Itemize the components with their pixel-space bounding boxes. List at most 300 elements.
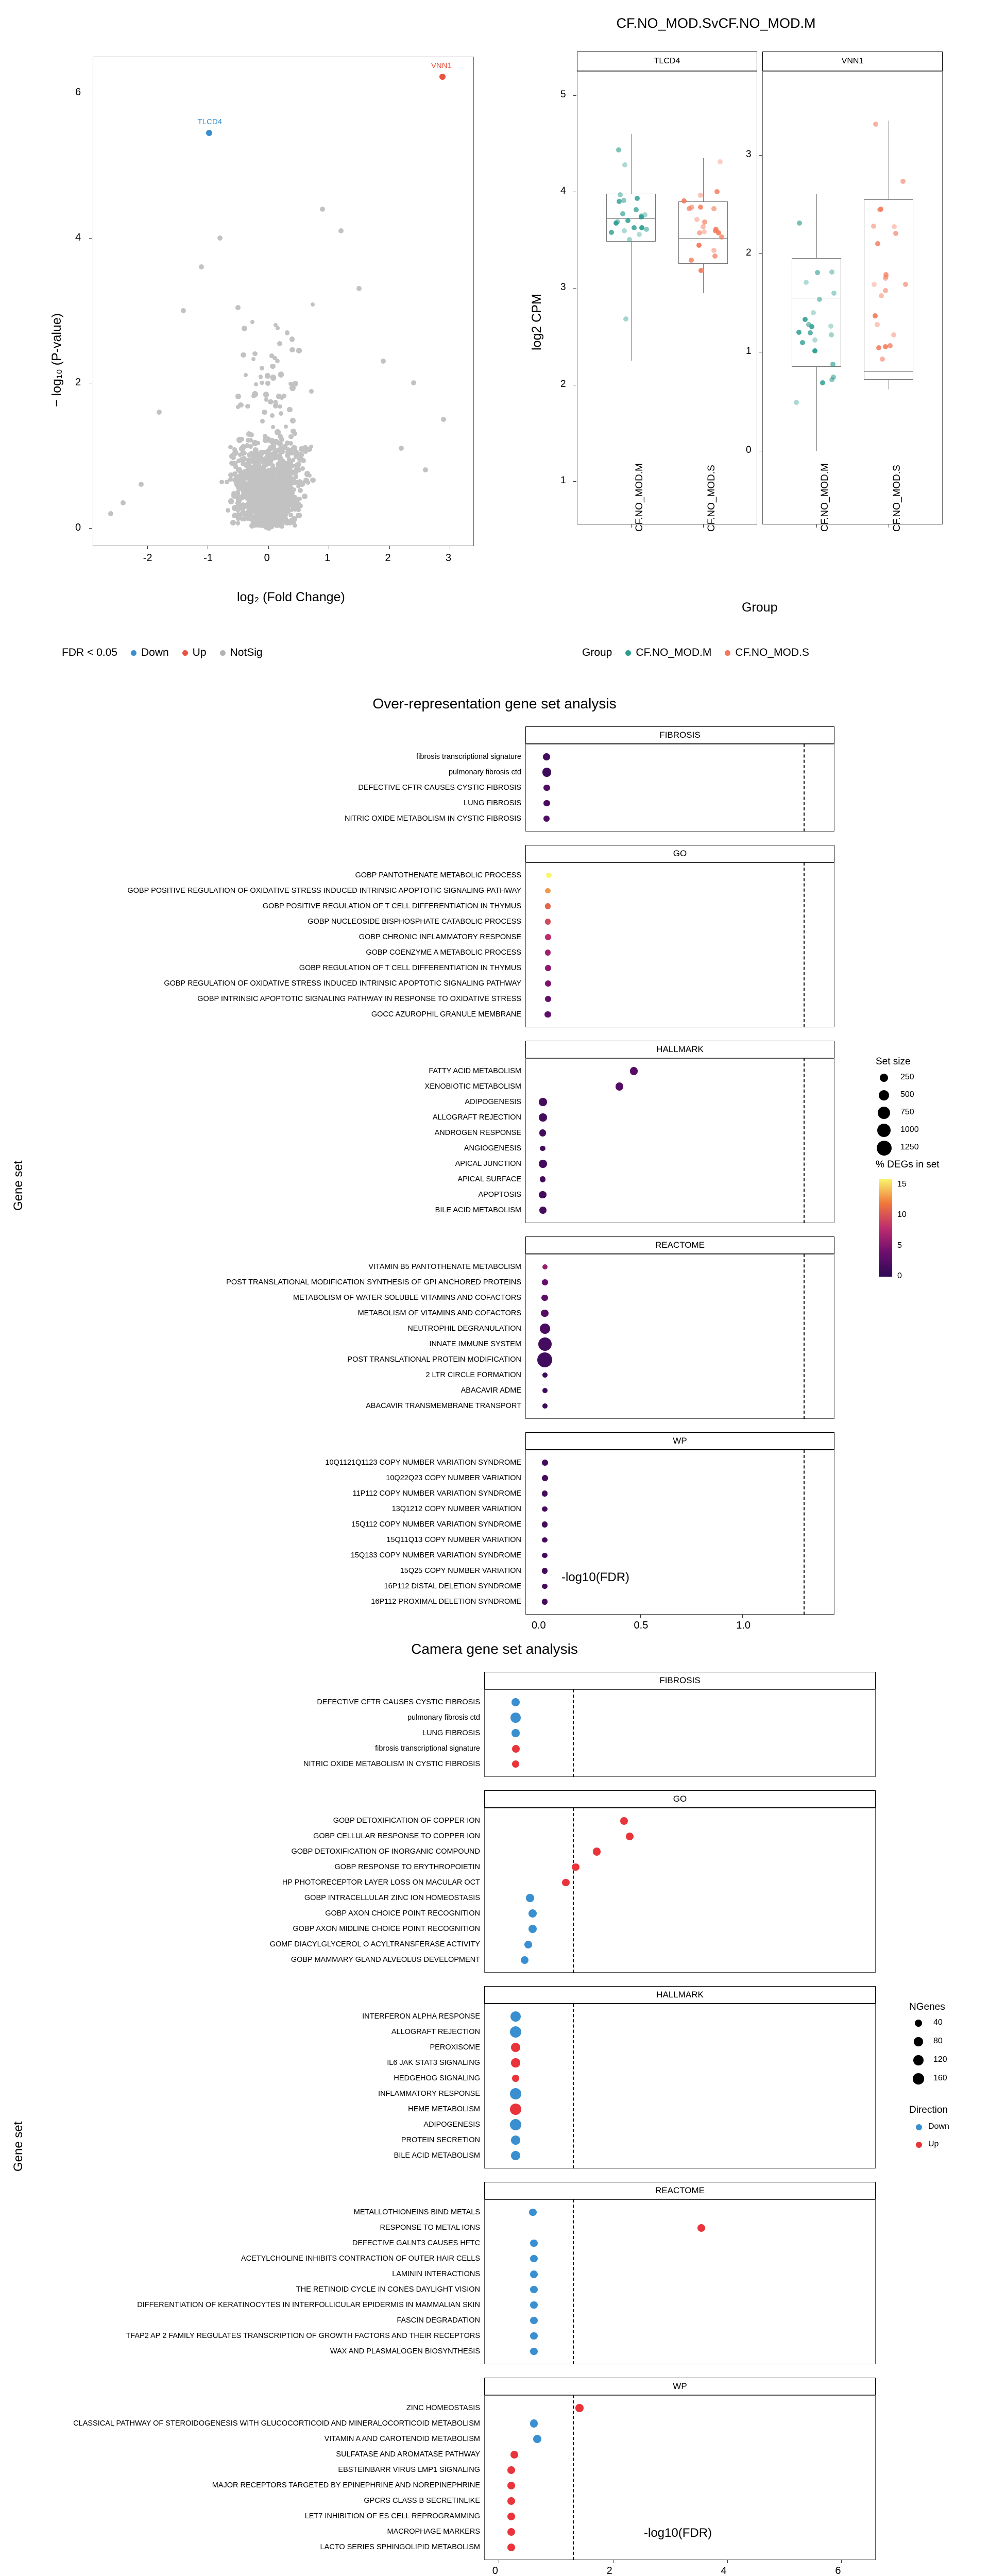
volcano-xtick-label: -1 (203, 552, 213, 564)
tlcd4-xtick-label: CF.NO_MOD.M (634, 463, 645, 532)
facet-strip-wp: WP (525, 1432, 834, 1450)
legend-label-group-s: CF.NO_MOD.S (735, 647, 809, 658)
gene-set-label: INNATE IMMUNE SYSTEM (429, 1340, 521, 1348)
color-legend-tick-label: 10 (897, 1210, 907, 1219)
dotplot-point (510, 2026, 521, 2038)
dotplot-point (542, 1388, 548, 1393)
volcano-point (281, 507, 285, 511)
camera-figure (0, 1641, 989, 2576)
gene-set-label: FATTY ACID METABOLISM (429, 1067, 521, 1075)
volcano-point (411, 380, 416, 385)
gene-set-label: LAMININ INTERACTIONS (392, 2270, 480, 2278)
volcano-point (252, 464, 257, 468)
gene-set-label: GOBP INTRACELLULAR ZINC ION HOMEOSTASIS (304, 1894, 480, 1902)
gene-set-label: INFLAMMATORY RESPONSE (378, 2090, 480, 2098)
volcano-point (239, 446, 245, 452)
gene-set-label: APICAL SURFACE (457, 1175, 521, 1183)
vnn1-point (817, 297, 822, 302)
volcano-point (245, 492, 251, 498)
volcano-xtick-label: 2 (385, 552, 391, 564)
dotplot-point (537, 1352, 552, 1367)
ngenes-legend-dot (914, 2037, 923, 2046)
gene-set-label: GOBP DETOXIFICATION OF COPPER ION (333, 1817, 480, 1825)
volcano-point (338, 228, 344, 233)
expression-boxplots (515, 41, 979, 615)
dotplot-point (539, 1207, 547, 1214)
size-legend-dot (877, 1141, 892, 1156)
significance-threshold-line (573, 2395, 574, 2560)
gene-set-label: LUNG FIBROSIS (464, 799, 521, 807)
legend-dot-group-s (725, 650, 730, 656)
volcano-point (278, 371, 284, 377)
gene-set-label: VITAMIN A AND CAROTENOID METABOLISM (324, 2435, 480, 2443)
volcano-point (278, 404, 282, 409)
dotplot-point (542, 1460, 548, 1466)
vnn1-xtick-label: CF.NO_MOD.S (892, 465, 902, 532)
ngenes-legend-label: 160 (933, 2074, 947, 2082)
volcano-point (270, 466, 276, 471)
dotplot-point (616, 1082, 623, 1090)
gene-set-label: HP PHOTORECEPTOR LAYER LOSS ON MACULAR OCT (282, 1878, 480, 1887)
gene-set-label: THE RETINOID CYCLE IN CONES DAYLIGHT VISION (296, 2285, 480, 2294)
tlcd4-point (616, 147, 621, 152)
xtick (640, 1615, 641, 1618)
volcano-ytick (89, 528, 92, 529)
dotplot-point (545, 903, 551, 909)
gene-set-label: LACTO SERIES SPHINGOLIPID METABOLISM (320, 2543, 480, 2551)
gene-set-label: TFAP2 AP 2 FAMILY REGULATES TRANSCRIPTION OF GROWTH FACTORS AND THEIR RECEPTORS (126, 2332, 480, 2340)
volcano-point (277, 483, 283, 489)
significance-threshold-line (804, 862, 805, 1027)
color-legend-title: % DEGs in set (876, 1159, 940, 1170)
tlcd4-ytick-label: 2 (560, 378, 566, 389)
boxplot-legend-title: Group (582, 647, 612, 658)
volcano-xtick-label: 0 (264, 552, 270, 564)
dotplot-point (538, 1337, 552, 1351)
dotplot-point (543, 800, 550, 807)
gene-set-label: MAJOR RECEPTORS TARGETED BY EPINEPHRINE AND NOREPINEPHRINE (212, 2481, 480, 2489)
volcano-point (219, 480, 224, 484)
direction-legend-label: Up (928, 2140, 939, 2148)
significance-threshold-line (804, 744, 805, 832)
volcano-point (271, 471, 276, 476)
top-figure-title: CF.NO_MOD.SvCF.NO_MOD.M (616, 15, 816, 31)
tlcd4-xtick (631, 524, 632, 528)
size-legend-title: Set size (876, 1056, 911, 1067)
volcano-point (274, 400, 278, 404)
dotplot-point (530, 2286, 538, 2294)
vnn1-point (879, 293, 884, 298)
volcano-point (231, 493, 236, 498)
vnn1-point (873, 122, 878, 127)
tlcd4-axes (577, 71, 757, 524)
volcano-ytick-label: 0 (75, 521, 81, 533)
volcano-point (298, 488, 303, 493)
direction-legend-dot (916, 2124, 922, 2130)
dotplot-point (626, 1833, 634, 1840)
ora-ylabel: Gene set (11, 1160, 25, 1211)
vnn1-point (876, 345, 881, 350)
volcano-point (301, 458, 306, 463)
size-legend-dot (878, 1107, 890, 1119)
dotplot-point (540, 1324, 550, 1334)
volcano-point (250, 458, 255, 464)
gene-set-label: ZINC HOMEOSTASIS (406, 2404, 480, 2412)
size-legend-label: 750 (900, 1108, 914, 1116)
legend-dot-notsig (220, 650, 226, 656)
gene-set-label: VITAMIN B5 PANTOTHENATE METABOLISM (368, 1263, 521, 1271)
panel-axes-wp (525, 1450, 834, 1615)
gene-set-label: IL6 JAK STAT3 SIGNALING (387, 2059, 480, 2067)
volcano-point (289, 385, 296, 391)
tlcd4-median (606, 218, 656, 219)
volcano-point (290, 418, 296, 423)
camera-title: Camera gene set analysis (411, 1641, 578, 1657)
gene-set-label: DIFFERENTIATION OF KERATINOCYTES IN INTERFOLLICULAR EPIDERMIS IN MAMMALIAN SKIN (137, 2301, 480, 2309)
dotplot-point (530, 2270, 538, 2278)
volcano-point (226, 508, 230, 513)
volcano-xtick-label: -2 (143, 552, 152, 564)
tlcd4-point (702, 219, 707, 225)
direction-legend-label: Down (928, 2122, 949, 2131)
dotplot-point (507, 2528, 515, 2536)
volcano-xtick-label: 1 (325, 552, 331, 564)
dotplot-point (539, 1113, 547, 1122)
gene-set-label: ACETYLCHOLINE INHIBITS CONTRACTION OF OUTER HAIR CELLS (241, 2255, 480, 2263)
gene-set-label: GOCC AZUROPHIL GRANULE MEMBRANE (371, 1010, 521, 1019)
gene-set-label: 15Q11Q13 COPY NUMBER VARIATION (386, 1536, 521, 1544)
volcano-point (252, 351, 258, 357)
volcano-legend-title: FDR < 0.05 (62, 647, 117, 658)
volcano-point (270, 413, 275, 418)
tlcd4-point (698, 268, 704, 273)
volcano-point (285, 482, 290, 487)
volcano-point (229, 453, 235, 459)
volcano-point (240, 517, 245, 521)
dotplot-point (530, 2255, 538, 2263)
volcano-point (271, 489, 277, 495)
volcano-xtick (268, 546, 269, 549)
volcano-point (121, 500, 126, 505)
gene-set-label: 11P112 COPY NUMBER VARIATION SYNDROME (352, 1489, 521, 1498)
xtick-label: 4 (721, 2565, 727, 2576)
dotplot-point (545, 934, 551, 940)
tlcd4-point (609, 230, 614, 235)
ngenes-legend-label: 120 (933, 2055, 947, 2064)
legend-label-down: Down (141, 647, 169, 658)
volcano-point-label: VNN1 (431, 61, 452, 71)
vnn1-point (880, 357, 885, 362)
gene-set-label: pulmonary fibrosis ctd (407, 1714, 480, 1722)
volcano-xlabel: log₂ (Fold Change) (237, 590, 345, 604)
dotplot-point (512, 1760, 519, 1768)
volcano-ytick (89, 238, 92, 239)
volcano-xtick-label: 3 (446, 552, 452, 564)
gene-set-label: HEDGEHOG SIGNALING (394, 2074, 480, 2082)
gene-set-label: 15Q25 COPY NUMBER VARIATION (400, 1567, 521, 1575)
volcano-point (296, 462, 301, 467)
vnn1-axes (762, 71, 943, 524)
volcano-point (265, 381, 270, 386)
color-legend-tick-label: 15 (897, 1179, 907, 1189)
gene-set-label: GOBP CHRONIC INFLAMMATORY RESPONSE (359, 933, 521, 941)
volcano-point (293, 431, 297, 436)
volcano-point (260, 381, 264, 385)
legend-dot-down (131, 650, 137, 656)
ngenes-legend-label: 40 (933, 2018, 943, 2027)
volcano-point (295, 501, 300, 507)
vnn1-xtick-label: CF.NO_MOD.M (820, 463, 830, 532)
gene-set-label: GOBP NUCLEOSIDE BISPHOSPHATE CATABOLIC PROCESS (308, 918, 521, 926)
dotplot-point (542, 1403, 548, 1409)
dotplot-point (539, 1098, 547, 1106)
panel-axes-go (525, 862, 834, 1027)
panel-axes-fibrosis (484, 1689, 876, 1777)
tlcd4-ytick (573, 481, 576, 482)
volcano-xtick (389, 546, 390, 549)
volcano-point (275, 429, 281, 435)
gene-set-label: DEFECTIVE CFTR CAUSES CYSTIC FIBROSIS (317, 1698, 480, 1706)
ngenes-legend-dot (913, 2055, 923, 2065)
volcano-point-label: TLCD4 (197, 117, 223, 126)
ngenes-legend-dot (915, 2020, 923, 2027)
dotplot-point (511, 2058, 520, 2067)
volcano-point (284, 425, 288, 429)
dotplot-point (530, 2348, 538, 2355)
tlcd4-ytick-label: 1 (560, 474, 566, 486)
dotplot-point (507, 2466, 515, 2474)
gene-set-label: SULFATASE AND AROMATASE PATHWAY (336, 2450, 480, 2459)
dotplot-point (542, 1490, 548, 1496)
volcano-ytick-label: 4 (75, 231, 81, 243)
dotplot-point (539, 1160, 547, 1168)
panel-axes-hallmark (484, 2004, 876, 2168)
volcano-point (230, 520, 236, 526)
gene-set-label: 15Q133 COPY NUMBER VARIATION SYNDROME (350, 1551, 521, 1560)
gene-set-label: ADIPOGENESIS (465, 1098, 521, 1106)
facet-strip-vnn1: VNN1 (762, 52, 943, 71)
volcano-point (282, 515, 286, 519)
gene-set-label: FASCIN DEGRADATION (397, 2316, 480, 2325)
tlcd4-point (711, 206, 717, 211)
volcano-point (259, 375, 263, 379)
volcano-point (232, 477, 237, 482)
volcano-point (254, 382, 258, 386)
tlcd4-whisker-lower (703, 264, 704, 293)
dotplot-point (545, 996, 551, 1002)
tlcd4-point (719, 234, 724, 240)
facet-strip-reactome: REACTOME (525, 1236, 834, 1254)
panel-axes-reactome (484, 2199, 876, 2364)
dotplot-point (542, 1372, 548, 1378)
tlcd4-point (637, 232, 642, 237)
gene-set-label: GPCRS CLASS B SECRETINLIKE (364, 2497, 480, 2505)
volcano-point (251, 500, 256, 505)
dotplot-point (545, 919, 551, 924)
vnn1-point (820, 380, 825, 385)
volcano-ytick-label: 2 (75, 377, 81, 388)
volcano-point (249, 432, 254, 437)
xtick-label: 0 (492, 2565, 498, 2576)
legend-label-up: Up (192, 647, 207, 658)
gene-set-label: POST TRANSLATIONAL MODIFICATION SYNTHESIS OF GPI ANCHORED PROTEINS (226, 1278, 521, 1286)
dotplot-point (630, 1067, 638, 1075)
top-figure (0, 0, 989, 675)
size-legend-label: 500 (900, 1090, 914, 1099)
volcano-point (181, 308, 186, 313)
facet-strip-fibrosis: FIBROSIS (525, 726, 834, 744)
vnn1-ytick-label: 0 (746, 444, 752, 455)
gene-set-label: 16P112 DISTAL DELETION SYNDROME (384, 1582, 521, 1590)
volcano-point (280, 496, 285, 501)
volcano-point (269, 454, 274, 459)
dotplot-point (545, 950, 551, 955)
tlcd4-point (635, 196, 640, 201)
volcano-point (246, 486, 251, 492)
gene-set-label: APOPTOSIS (478, 1191, 521, 1199)
ngenes-legend-dot (913, 2073, 924, 2084)
volcano-point (260, 366, 264, 370)
volcano-point (271, 508, 277, 514)
dotplot-point (510, 2119, 521, 2130)
tlcd4-point (617, 199, 622, 204)
boxplot-legend (582, 647, 809, 659)
dotplot-point (562, 1879, 570, 1887)
gene-set-label: XENOBIOTIC METABOLISM (424, 1082, 521, 1091)
ora-figure (0, 696, 989, 1631)
facet-strip-hallmark: HALLMARK (484, 1986, 876, 2004)
volcano-point (269, 438, 275, 444)
volcano-point (265, 516, 271, 522)
volcano-point (241, 456, 247, 462)
dotplot-point (546, 873, 551, 878)
gene-set-label: DEFECTIVE GALNT3 CAUSES HFTC (352, 2239, 480, 2247)
volcano-point (270, 364, 276, 369)
dotplot-point (542, 1521, 548, 1527)
panel-axes-go (484, 1808, 876, 1973)
facet-strip-go: GO (484, 1790, 876, 1808)
volcano-point (232, 461, 237, 467)
dotplot-point (507, 2482, 515, 2489)
gene-set-label: GOBP COENZYME A METABOLIC PROCESS (366, 948, 521, 957)
volcano-point (285, 450, 290, 454)
legend-label-group-m: CF.NO_MOD.M (636, 647, 712, 658)
significance-threshold-line (573, 1808, 574, 1973)
vnn1-point (808, 330, 813, 335)
facet-strip-tlcd4: TLCD4 (577, 52, 757, 71)
gene-set-label: DEFECTIVE CFTR CAUSES CYSTIC FIBROSIS (358, 784, 521, 792)
gene-set-label: LUNG FIBROSIS (422, 1729, 480, 1737)
vnn1-point (875, 241, 880, 246)
tlcd4-point (632, 225, 637, 230)
volcano-point (235, 394, 241, 399)
xtick (742, 1615, 743, 1618)
vnn1-ytick (759, 155, 762, 156)
dotplot-point (540, 1176, 545, 1182)
volcano-point (278, 463, 283, 468)
tlcd4-point (711, 248, 717, 253)
significance-threshold-line (573, 2199, 574, 2364)
dotplot-point (521, 1956, 528, 1964)
volcano-point (244, 470, 250, 476)
gene-set-label: GOBP CELLULAR RESPONSE TO COPPER ION (313, 1832, 480, 1840)
tlcd4-point (694, 217, 700, 222)
gene-set-label: INTERFERON ALPHA RESPONSE (362, 2012, 480, 2021)
volcano-point (277, 472, 281, 477)
gene-set-label: METABOLISM OF VITAMINS AND COFACTORS (357, 1309, 521, 1317)
tlcd4-point (714, 189, 720, 194)
vnn1-median (864, 371, 913, 372)
significance-threshold-line (804, 1058, 805, 1223)
gene-set-label: APICAL JUNCTION (455, 1160, 521, 1168)
volcano-point (277, 341, 282, 346)
volcano-point (399, 446, 404, 451)
gene-set-label: GOBP REGULATION OF T CELL DIFFERENTIATION IN THYMUS (299, 964, 521, 972)
dotplot-point (511, 1698, 520, 1706)
dotplot-point (510, 2451, 518, 2459)
volcano-point (309, 445, 313, 449)
volcano-point (251, 516, 257, 522)
gene-set-label: EBSTEINBARR VIRUS LMP1 SIGNALING (338, 2466, 480, 2474)
gene-set-label: RESPONSE TO METAL IONS (380, 2224, 480, 2232)
dotplot-point (530, 2332, 538, 2340)
tlcd4-ytick-label: 3 (560, 282, 566, 293)
vnn1-ytick-label: 3 (746, 148, 752, 160)
tlcd4-ytick (573, 95, 576, 96)
dotplot-point (542, 1264, 548, 1269)
volcano-point (288, 513, 293, 517)
vnn1-point (796, 330, 802, 335)
volcano-point (108, 511, 113, 516)
xtick-label: 6 (835, 2565, 841, 2576)
size-legend-dot (877, 1124, 891, 1138)
volcano-point (253, 523, 258, 528)
facet-strip-fibrosis: FIBROSIS (484, 1672, 876, 1689)
vnn1-point (800, 340, 805, 345)
gene-set-label: GOBP AXON MIDLINE CHOICE POINT RECOGNITION (293, 1925, 480, 1933)
vnn1-point (811, 310, 816, 315)
gene-set-label: WAX AND PLASMALOGEN BIOSYNTHESIS (330, 2347, 480, 2355)
xtick (841, 2560, 842, 2563)
vnn1-whisker-upper (816, 194, 817, 258)
gene-set-label: ABACAVIR TRANSMEMBRANE TRANSPORT (366, 1402, 521, 1410)
boxplot-xlabel: Group (742, 600, 778, 615)
volcano-point (277, 441, 283, 447)
volcano-point (228, 498, 234, 504)
gene-set-label: GOBP POSITIVE REGULATION OF OXIDATIVE STRESS INDUCED INTRINSIC APOPTOTIC SIGNALING PATHWAY (127, 887, 521, 895)
gene-set-label: ALLOGRAFT REJECTION (391, 2028, 480, 2036)
facet-strip-wp: WP (484, 2378, 876, 2395)
volcano-point (247, 503, 251, 508)
dotplot-point (507, 2513, 515, 2520)
legend-label-notsig: NotSig (230, 647, 263, 658)
gene-set-label: 10Q22Q23 COPY NUMBER VARIATION (386, 1474, 521, 1482)
dotplot-point (542, 1568, 548, 1573)
size-legend-label: 1250 (900, 1143, 919, 1151)
xtick-label: 1.0 (736, 1620, 751, 1631)
gene-set-label: GOBP POSITIVE REGULATION OF T CELL DIFFERENTIATION IN THYMUS (262, 902, 521, 910)
gene-set-label: GOBP AXON CHOICE POINT RECOGNITION (325, 1909, 480, 1918)
xtick-label: 0.0 (531, 1620, 546, 1631)
gene-set-label: BILE ACID METABOLISM (394, 2151, 480, 2160)
tlcd4-whisker-upper (703, 158, 704, 201)
ngenes-legend-label: 80 (933, 2037, 943, 2045)
volcano-point (273, 448, 279, 454)
color-legend-tick-label: 5 (897, 1241, 902, 1250)
tlcd4-point (712, 253, 718, 259)
gene-set-label: PROTEIN SECRETION (401, 2136, 480, 2144)
gene-set-label: ALLOGRAFT REJECTION (432, 1113, 521, 1122)
